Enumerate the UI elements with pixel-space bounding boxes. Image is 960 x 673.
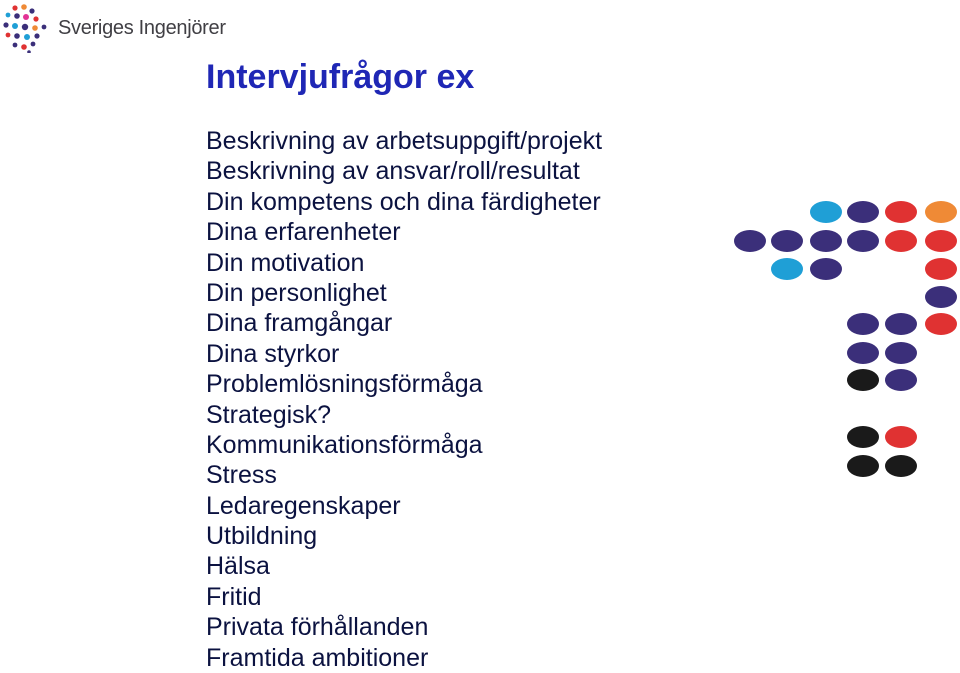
list-item: Framtida ambitioner bbox=[206, 643, 429, 672]
question-mark-dot bbox=[847, 455, 879, 477]
list-item: Beskrivning av ansvar/roll/resultat bbox=[206, 157, 580, 186]
list-item: Dina styrkor bbox=[206, 339, 340, 368]
question-mark-dot bbox=[847, 426, 879, 448]
list-item: Privata förhållanden bbox=[206, 613, 429, 642]
slide-title: Intervjufrågor ex bbox=[206, 58, 475, 96]
list-item: Problemlösningsförmåga bbox=[206, 370, 483, 399]
question-mark-dot bbox=[847, 201, 879, 223]
list-item: Dina framgångar bbox=[206, 309, 393, 338]
question-mark-dot bbox=[847, 230, 879, 252]
question-mark-graphic bbox=[730, 195, 960, 485]
question-mark-dot bbox=[885, 455, 917, 477]
question-mark-dot bbox=[885, 369, 917, 391]
list-item: Kommunikationsförmåga bbox=[206, 430, 483, 459]
question-mark-dot bbox=[925, 313, 957, 335]
list-item: Utbildning bbox=[206, 522, 318, 551]
list-item: Din personlighet bbox=[206, 278, 387, 307]
question-mark-dot bbox=[847, 369, 879, 391]
list-item: Din kompetens och dina färdigheter bbox=[206, 187, 601, 216]
question-mark-dot bbox=[885, 313, 917, 335]
question-mark-dot bbox=[885, 426, 917, 448]
brand-logo bbox=[2, 3, 242, 53]
list-item: Hälsa bbox=[206, 552, 270, 581]
brand-logo-icon bbox=[2, 3, 54, 53]
list-item: Fritid bbox=[206, 582, 262, 611]
question-mark-dot bbox=[771, 230, 803, 252]
brand-name: Sveriges Ingenjörer bbox=[58, 17, 226, 39]
list-item: Dina erfarenheter bbox=[206, 218, 401, 247]
question-mark-dot bbox=[925, 286, 957, 308]
question-mark-dot bbox=[885, 230, 917, 252]
question-mark-dot bbox=[925, 230, 957, 252]
list-item: Ledaregenskaper bbox=[206, 491, 401, 520]
question-mark-dot bbox=[847, 313, 879, 335]
question-mark-dot bbox=[885, 201, 917, 223]
question-mark-dot bbox=[847, 342, 879, 364]
interview-topic-list bbox=[206, 126, 602, 673]
question-mark-dot bbox=[925, 258, 957, 280]
list-item: Din motivation bbox=[206, 248, 365, 277]
question-mark-dot bbox=[734, 230, 766, 252]
question-mark-dot bbox=[810, 201, 842, 223]
list-item: Stress bbox=[206, 461, 277, 490]
list-item: Strategisk? bbox=[206, 400, 332, 429]
question-mark-dot bbox=[925, 201, 957, 223]
list-item: Beskrivning av arbetsuppgift/projekt bbox=[206, 127, 603, 155]
question-mark-dot bbox=[771, 258, 803, 280]
question-mark-dot bbox=[810, 258, 842, 280]
question-mark-dot bbox=[810, 230, 842, 252]
question-mark-dot bbox=[885, 342, 917, 364]
